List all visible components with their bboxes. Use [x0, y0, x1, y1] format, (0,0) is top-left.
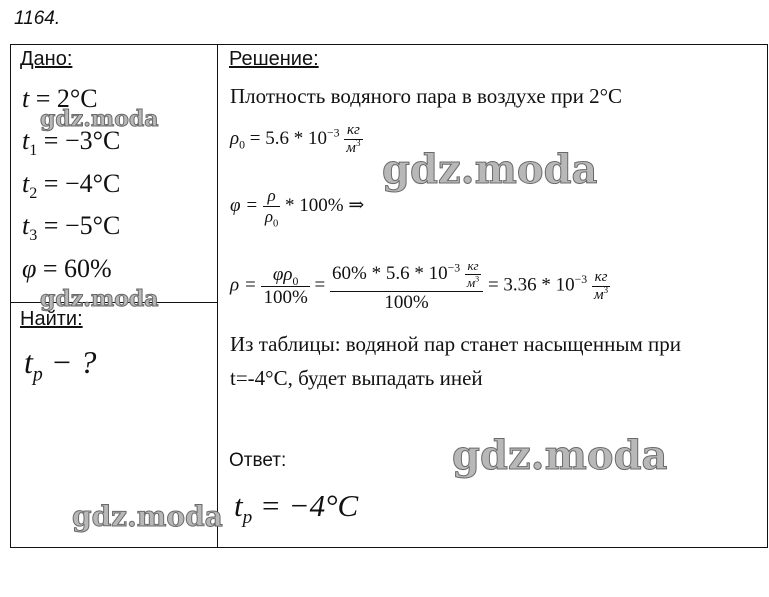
watermark: gdz.moda	[40, 286, 159, 312]
column-divider	[217, 44, 218, 548]
given-heading: Дано:	[20, 48, 73, 70]
watermark: gdz.moda	[40, 106, 159, 132]
table-top-border	[10, 44, 767, 45]
given-symbol: t	[22, 84, 30, 113]
watermark: gdz.moda	[382, 146, 598, 193]
unit-fraction: $\frac{кг}{м^3}$	[346, 122, 361, 156]
table-statement-line1: Из таблицы: водяной пар станет насыщенным при	[230, 332, 681, 356]
rho-formula: ρ = $\frac{\varphi\rho_0}{100\%}$ = $60\% * 5.6 * 10^{-3}$ $\frac{кг}{м^3}$ 100% = $3.36 * 10^{-3}$ $\frac{кг}{м^3}$	[230, 258, 609, 313]
find-heading: Найти:	[20, 308, 83, 330]
table-right-border	[767, 44, 768, 548]
given-line-t: t = 2°C	[22, 84, 98, 113]
given-line-t1: $t_1 = -3^\circ C$	[22, 126, 121, 160]
given-line-t3: $t_3 = -5^\circ C$	[22, 211, 121, 245]
watermark: gdz.moda	[452, 432, 668, 479]
given-line-t2: $t_2 = -4^\circ C$	[22, 169, 121, 203]
solution-heading: Решение:	[229, 48, 319, 70]
answer-label: Ответ:	[229, 450, 287, 471]
table-statement-line2: t=-4°С, будет выпадать иней	[230, 366, 483, 390]
watermark: gdz.moda	[72, 500, 223, 533]
rho0-formula: $\rho_0 = 5.6 * 10^{-3}$ $\frac{кг}{м^3}$	[230, 122, 361, 156]
table-bottom-border	[10, 547, 767, 548]
given-line-phi: φ = 60%	[22, 254, 112, 283]
phi-formula: φ = $\frac{\rho}{\rho_0}$ * 100% ⇒	[230, 186, 365, 230]
table-left-border	[10, 44, 11, 548]
problem-number: 1164.	[14, 8, 61, 29]
solution-intro: Плотность водяного пара в воздухе при 2°С	[230, 84, 623, 108]
answer-expression: $t_p = -4^\circ C$	[234, 488, 359, 529]
find-expression: $t_p$ − ?	[24, 344, 97, 386]
